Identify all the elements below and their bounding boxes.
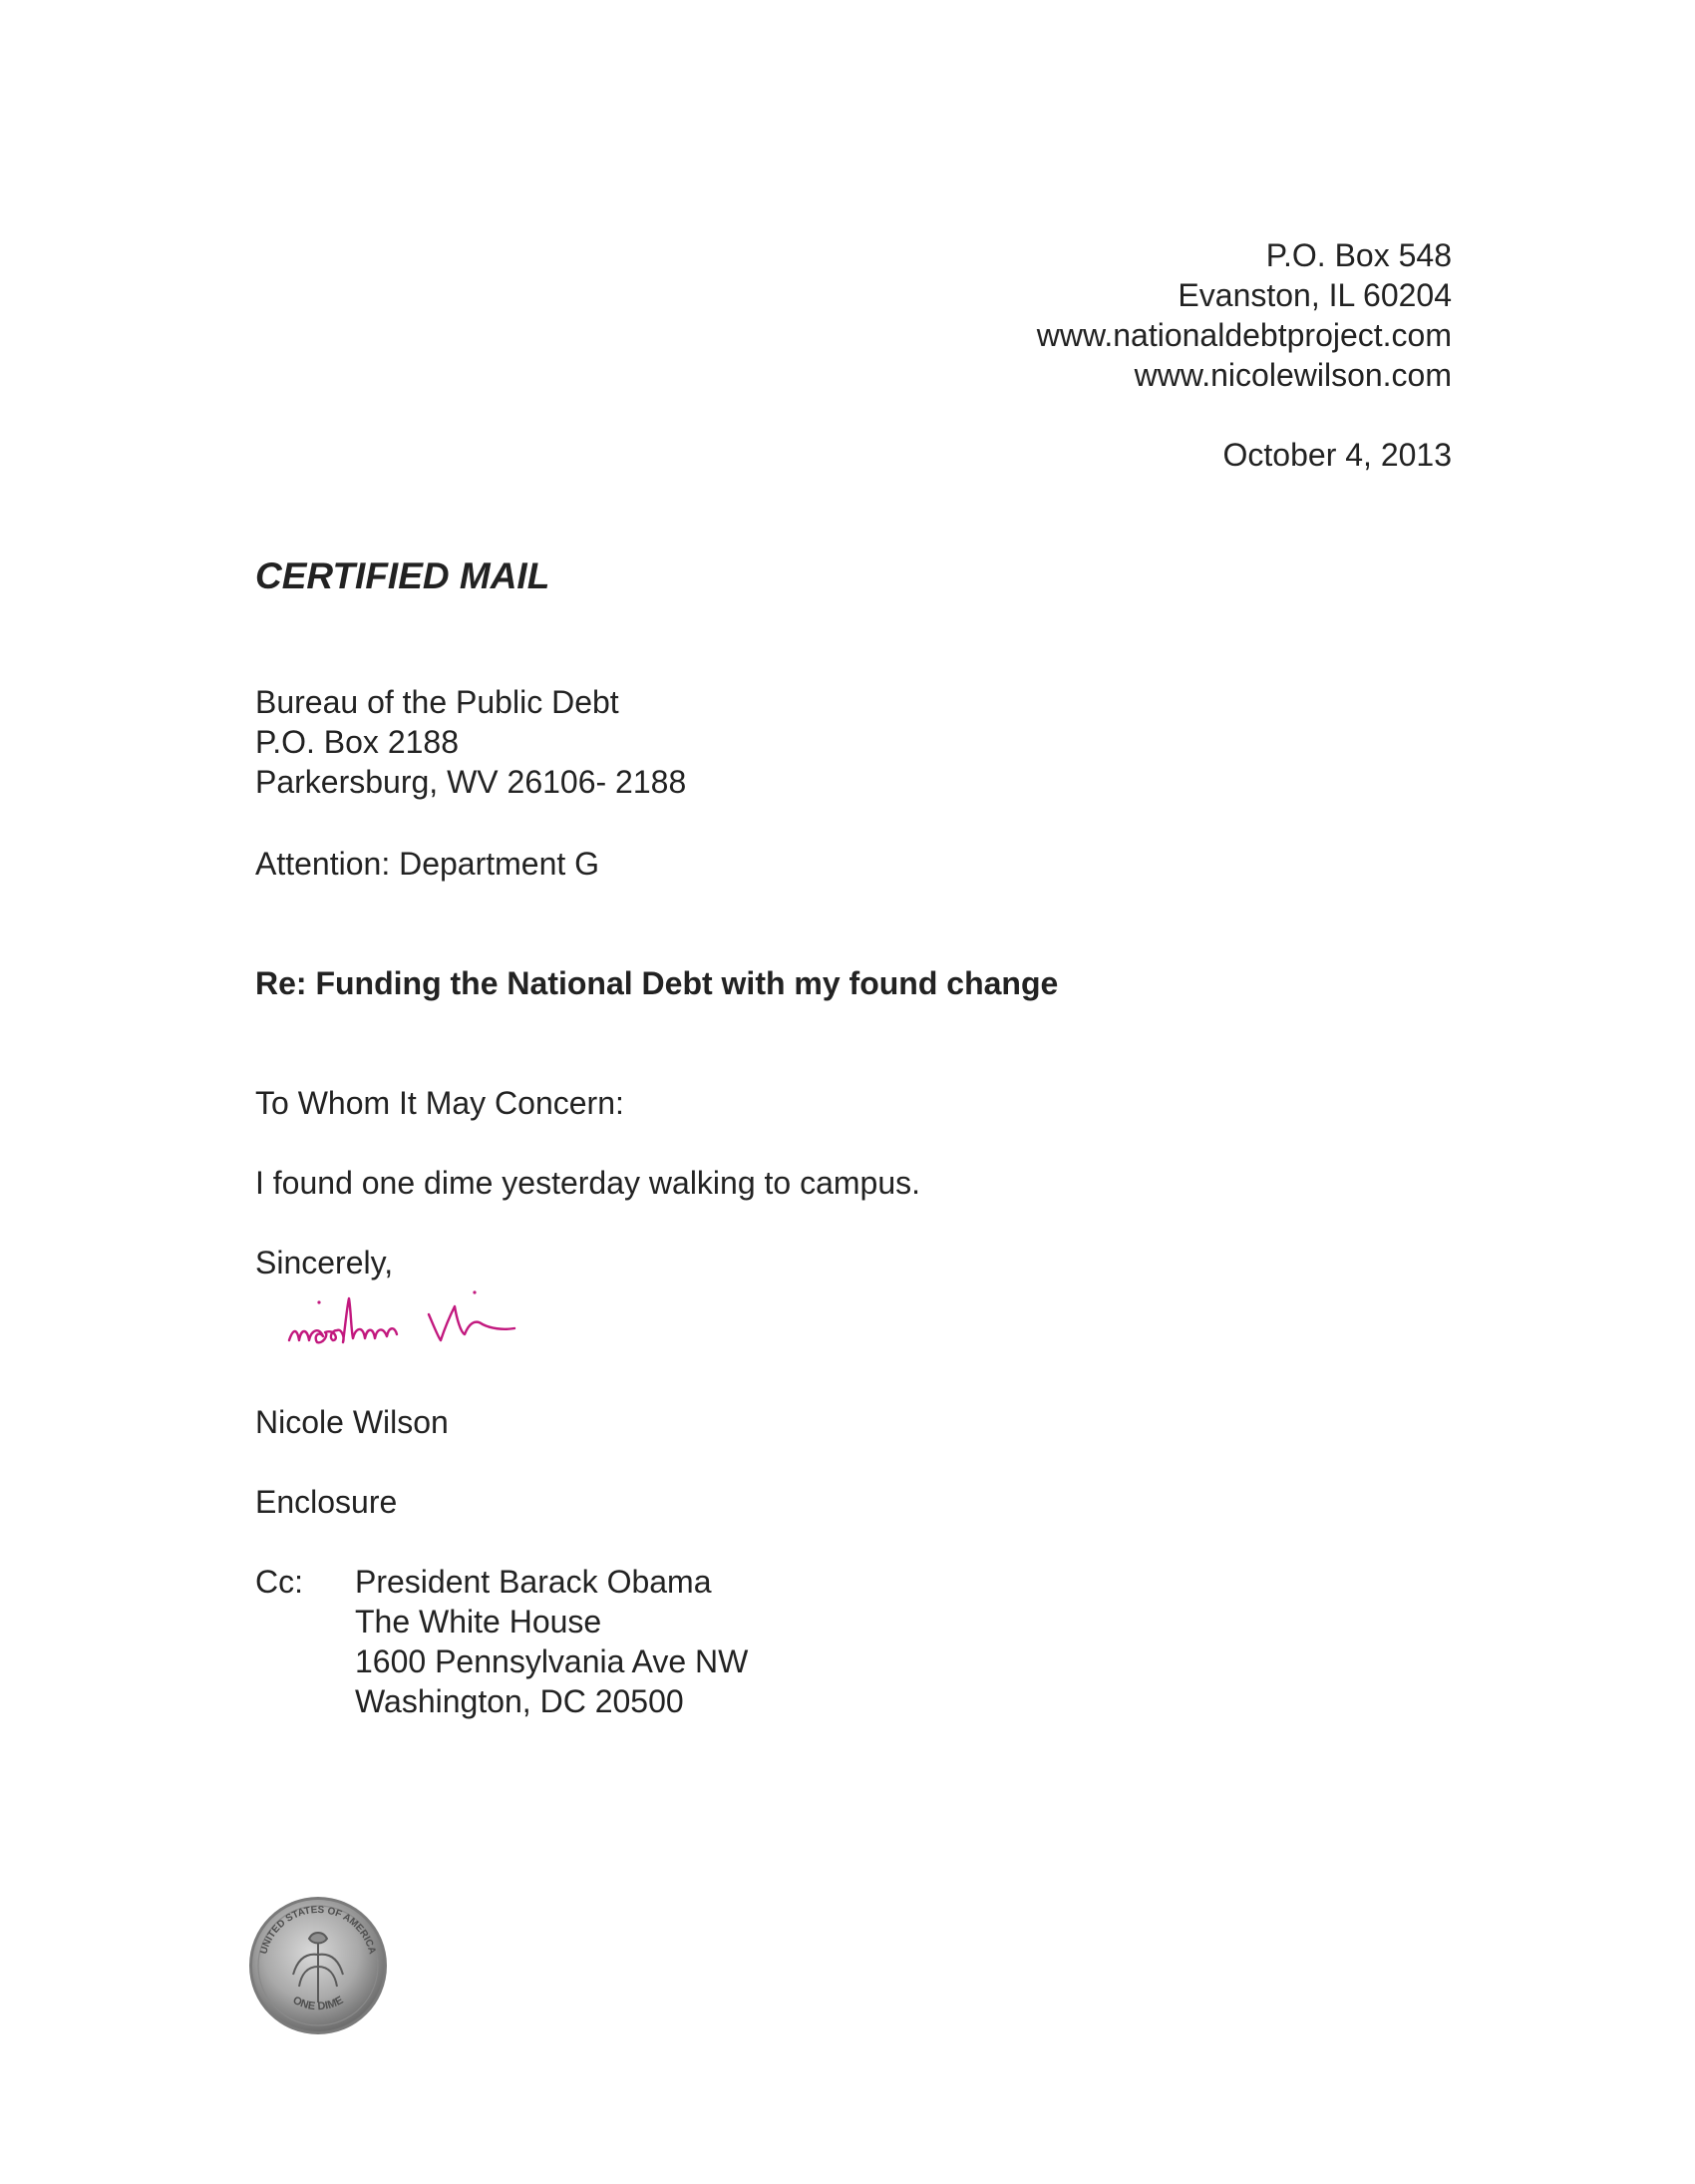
recipient-name: Bureau of the Public Debt [255,684,619,720]
sender-website-2: www.nicolewilson.com [1134,357,1452,393]
subject-line: Re: Funding the National Debt with my found change [255,965,1059,1001]
enclosure-note: Enclosure [255,1484,398,1520]
letter-date: October 4, 2013 [1222,437,1452,473]
cc-name: President Barack Obama [355,1564,712,1600]
cc-city-state-zip: Washington, DC 20500 [355,1683,684,1719]
sender-po-box: P.O. Box 548 [1265,237,1452,273]
closing: Sincerely, [255,1245,394,1280]
cc-building: The White House [355,1604,602,1639]
salutation: To Whom It May Concern: [255,1085,624,1121]
attention-line: Attention: Department G [255,846,600,882]
cc-address-block [355,1562,748,1721]
svg-text:ONE DIME: ONE DIME [290,1994,346,2013]
sender-website-1: www.nationaldebtproject.com [1036,317,1452,353]
dime-coin-image [247,1895,389,2036]
sender-address-block [1037,235,1452,395]
recipient-po-box: P.O. Box 2188 [255,724,459,760]
signer-name: Nicole Wilson [255,1404,449,1440]
svg-text:UNITED STATES OF AMERICA: UNITED STATES OF AMERICA [258,1904,378,1956]
recipient-city-state-zip: Parkersburg, WV 26106- 2188 [255,764,687,800]
sender-city-state-zip: Evanston, IL 60204 [1178,277,1452,313]
certified-mail-label: CERTIFIED MAIL [255,555,550,596]
handwritten-signature [279,1278,658,1368]
cc-street: 1600 Pennsylvania Ave NW [355,1643,749,1679]
cc-label: Cc: [255,1564,303,1600]
recipient-address-block [255,682,686,802]
letter-body: I found one dime yesterday walking to campus. [255,1165,921,1201]
letter-date-block [1223,435,1452,475]
